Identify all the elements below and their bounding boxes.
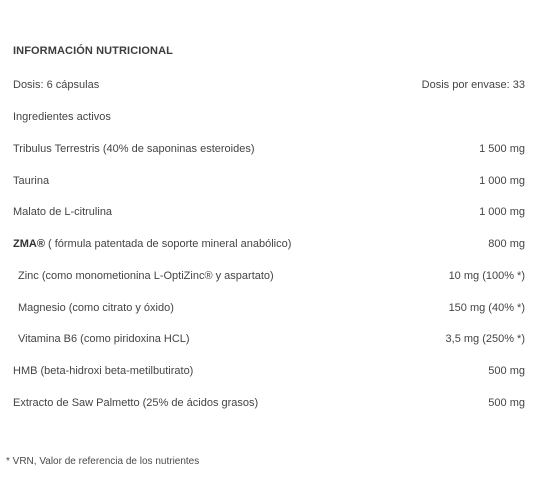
- sub-ingredient-amount: 10 mg (100% *): [448, 270, 525, 282]
- ingredient-name: Extracto de Saw Palmetto (25% de ácidos grasos): [13, 397, 259, 409]
- dose-label: Dosis: 6 cápsulas: [13, 79, 100, 91]
- ingredient-amount: 500 mg: [488, 365, 525, 377]
- ingredient-amount: 1 000 mg: [479, 175, 525, 187]
- sub-ingredient-row: [13, 267, 525, 285]
- servings-per-container: Dosis por envase: 33: [421, 79, 525, 91]
- ingredient-row: [13, 203, 525, 221]
- sub-ingredient-row: [13, 330, 525, 348]
- ingredient-amount: 1 500 mg: [479, 143, 525, 155]
- ingredient-name: Malato de L-citrulina: [13, 206, 113, 218]
- ingredients-heading: Ingredientes activos: [13, 111, 111, 123]
- ingredient-name: HMB (beta-hidroxi beta-metilbutirato): [13, 365, 194, 377]
- dose-row: [13, 76, 525, 94]
- ingredients-heading-row: [13, 108, 525, 126]
- ingredient-name: Tribulus Terrestris (40% de saponinas esteroides): [13, 143, 255, 155]
- ingredient-row: [13, 235, 525, 253]
- ingredient-name: Taurina: [13, 175, 50, 187]
- zma-description: ( fórmula patentada de soporte mineral anabólico): [44, 238, 292, 250]
- footnote: * VRN, Valor de referencia de los nutrientes: [6, 456, 200, 467]
- sub-ingredient-amount: 3,5 mg (250% *): [445, 333, 525, 345]
- ingredient-name: [13, 235, 291, 253]
- zma-brand: ZMA®: [13, 238, 45, 250]
- sub-ingredient-name: Magnesio (como citrato y óxido): [18, 302, 174, 314]
- ingredient-row: [13, 140, 525, 158]
- ingredient-row: [13, 362, 525, 380]
- ingredient-amount: 500 mg: [488, 397, 525, 409]
- sub-ingredient-name: Zinc (como monometionina L-OptiZinc® y aspartato): [18, 270, 274, 282]
- sub-ingredient-amount: 150 mg (40% *): [448, 302, 525, 314]
- ingredient-row: [13, 172, 525, 190]
- ingredient-amount: 800 mg: [488, 238, 525, 250]
- sub-ingredient-name: Vitamina B6 (como piridoxina HCL): [18, 333, 190, 345]
- ingredient-row: [13, 394, 525, 412]
- ingredient-amount: 1 000 mg: [479, 206, 525, 218]
- sub-ingredient-row: [13, 299, 525, 317]
- section-title: INFORMACIÓN NUTRICIONAL: [13, 45, 173, 57]
